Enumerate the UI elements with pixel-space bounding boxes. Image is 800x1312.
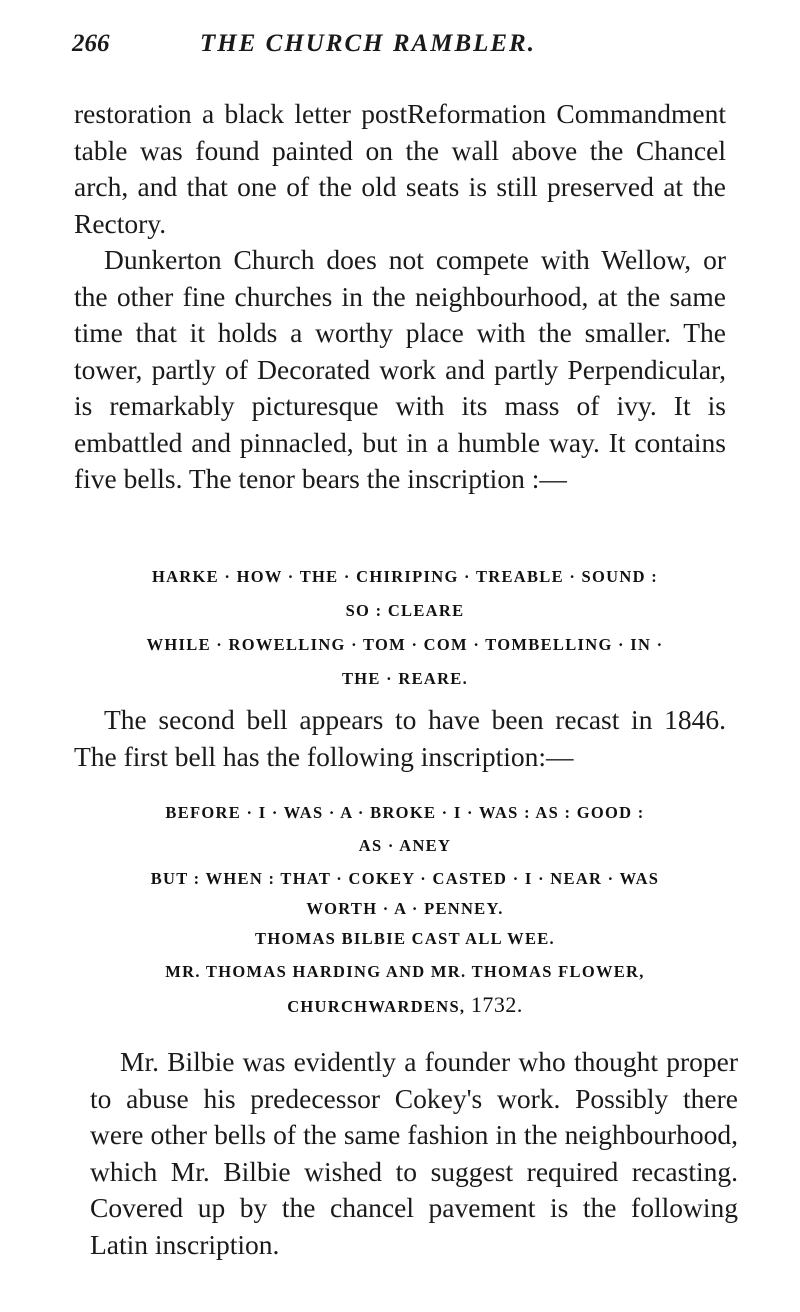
- inscription-line: THOMAS BILBIE CAST ALL WEE.: [255, 929, 555, 948]
- inscription-year: 1732.: [470, 992, 523, 1017]
- tenor-bell-inscription: [80, 560, 730, 696]
- running-head: [72, 28, 722, 64]
- paragraph-text: Dunkerton Church does not compete with Wellow, or the other fine churches in the neighbourhood, at the same time that it holds a worthy place with the smaller. The tower, partly of Decorated work and partly Perpendicular, is remarkably picturesque with its mass of ivy. It is embattled and pinnacled, but in a humble way. It contains five bells. The tenor bears the inscription :—: [74, 244, 726, 494]
- paragraph-text: restoration a black letter postReformation Commandment table was found painted on the wall above the Chancel arch, and that one of the old seats is still preserved at the Rectory.: [74, 98, 726, 239]
- running-title: THE CHURCH RAMBLER.: [200, 30, 536, 57]
- inscription-line: THE · REARE.: [341, 669, 469, 688]
- inscription-line: BUT : WHEN : THAT · COKEY · CASTED · I · NEAR · WAS: [150, 869, 660, 888]
- paragraph-dunkerton-church: [74, 242, 726, 498]
- page-number: 266: [72, 30, 110, 57]
- inscription-line: BEFORE · I · WAS · A · BROKE · I · WAS : AS : GOOD :: [165, 803, 645, 822]
- inscription-line: AS · ANEY: [358, 836, 452, 855]
- paragraph-bilbie: [90, 1044, 738, 1263]
- inscription-line: WHILE · ROWELLING · TOM · COM · TOMBELLING · IN ·: [146, 635, 664, 654]
- paragraph-continuation: [74, 96, 726, 242]
- inscription-line: [80, 988, 730, 1023]
- paragraph-second-bell: [74, 702, 726, 775]
- first-bell-inscription: [80, 796, 730, 1023]
- inscription-line: HARKE · HOW · THE · CHIRIPING · TREABLE · SOUND :: [151, 567, 659, 586]
- paragraph-text: Mr. Bilbie was evidently a founder who thought proper to abuse his predecessor Cokey's work. Possibly there were other bells of the same fashion in the neighbourhood, which Mr. Bilbie wished to suggest required recasting. Covered up by the chancel pavement is the following Latin inscription.: [90, 1046, 738, 1260]
- inscription-line: WORTH · A · PENNEY.: [306, 899, 504, 918]
- paragraph-text: The second bell appears to have been recast in 1846. The first bell has the following inscription:—: [74, 704, 726, 772]
- inscription-line: MR. THOMAS HARDING AND MR. THOMAS FLOWER,: [165, 962, 645, 981]
- churchwardens-label: CHURCHWARDENS,: [287, 997, 466, 1016]
- inscription-line: SO : CLEARE: [345, 601, 465, 620]
